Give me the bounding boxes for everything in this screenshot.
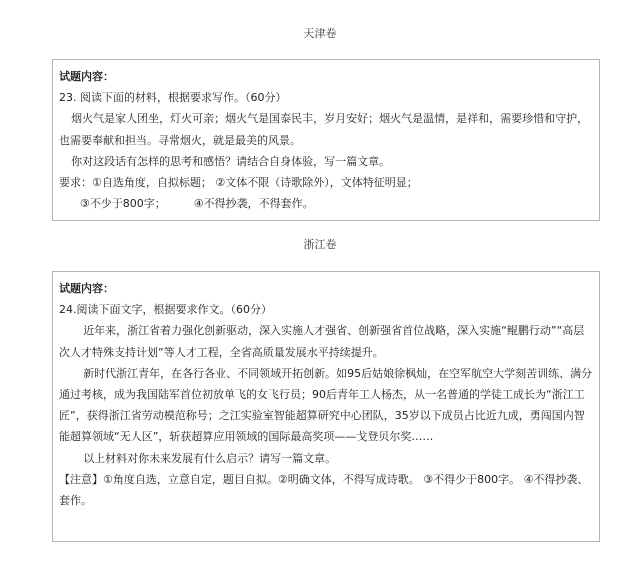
requirement-word-count: ③不少于800字； bbox=[79, 197, 166, 211]
requirement-no-plagiarism: ④不得抄袭，不得套作。 bbox=[193, 197, 314, 211]
content-label: 试题内容： bbox=[59, 282, 114, 295]
requirements-line-2 bbox=[59, 193, 595, 214]
question-heading: 23. 阅读下面的材料，根据要求写作。（60分） bbox=[59, 91, 287, 105]
prompt-paragraph: 以上材料对你未来发展有什么启示？请写一篇文章。 bbox=[83, 451, 337, 465]
content-label: 试题内容： bbox=[59, 70, 114, 83]
question-heading: 24.阅读下面文字，根据要求作文。（60分） bbox=[59, 303, 272, 317]
section-title-zhejiang: 浙江卷 bbox=[303, 238, 337, 251]
question-box-tianjin bbox=[52, 59, 600, 221]
section-title-tianjin: 天津卷 bbox=[303, 27, 337, 40]
prompt-paragraph: 你对这段话有怎样的思考和感悟？请结合自身体验，写一篇文章。 bbox=[71, 154, 391, 168]
material-paragraph-2: 新时代浙江青年，在各行各业、不同领域开拓创新。如95后姑娘徐枫灿，在空军航空大学刻苦训练、满分通过考核，成为我国陆军首位初放单飞的女飞行员；90后青年工人杨杰，从一名普通的学徒工成长为“浙江工匠”，获得浙江省劳动模范称号；之江实验室智能超算研究中心团队，35岁以下成员占比近九成，勇闯国内智能超算领域“无人区”，斩获超算应用领域的国际最高奖项——戈登贝尔奖…… bbox=[59, 366, 593, 444]
note-paragraph: 【注意】①角度自选，立意自定，题目自拟。②明确文体，不得写成诗歌。 ③不得少于800字。 ④不得抄袭、套作。 bbox=[59, 472, 589, 508]
material-paragraph-1: 近年来，浙江省着力强化创新驱动，深入实施人才强省、创新强省首位战略，深入实施“鲲鹏行动”“高层次人才特殊支持计划”等人才工程，全省高质量发展水平持续提升。 bbox=[59, 324, 585, 359]
question-box-zhejiang bbox=[52, 271, 600, 542]
material-paragraph: 烟火气是家人团坐，灯火可亲；烟火气是国泰民丰，岁月安好；烟火气是温情，是祥和，需要珍惜和守护，也需要奉献和担当。寻常烟火，就是最美的风景。 bbox=[59, 112, 589, 147]
requirements-line: 要求：①自选角度，自拟标题； ②文体不限（诗歌除外），文体特征明显； bbox=[59, 176, 418, 190]
